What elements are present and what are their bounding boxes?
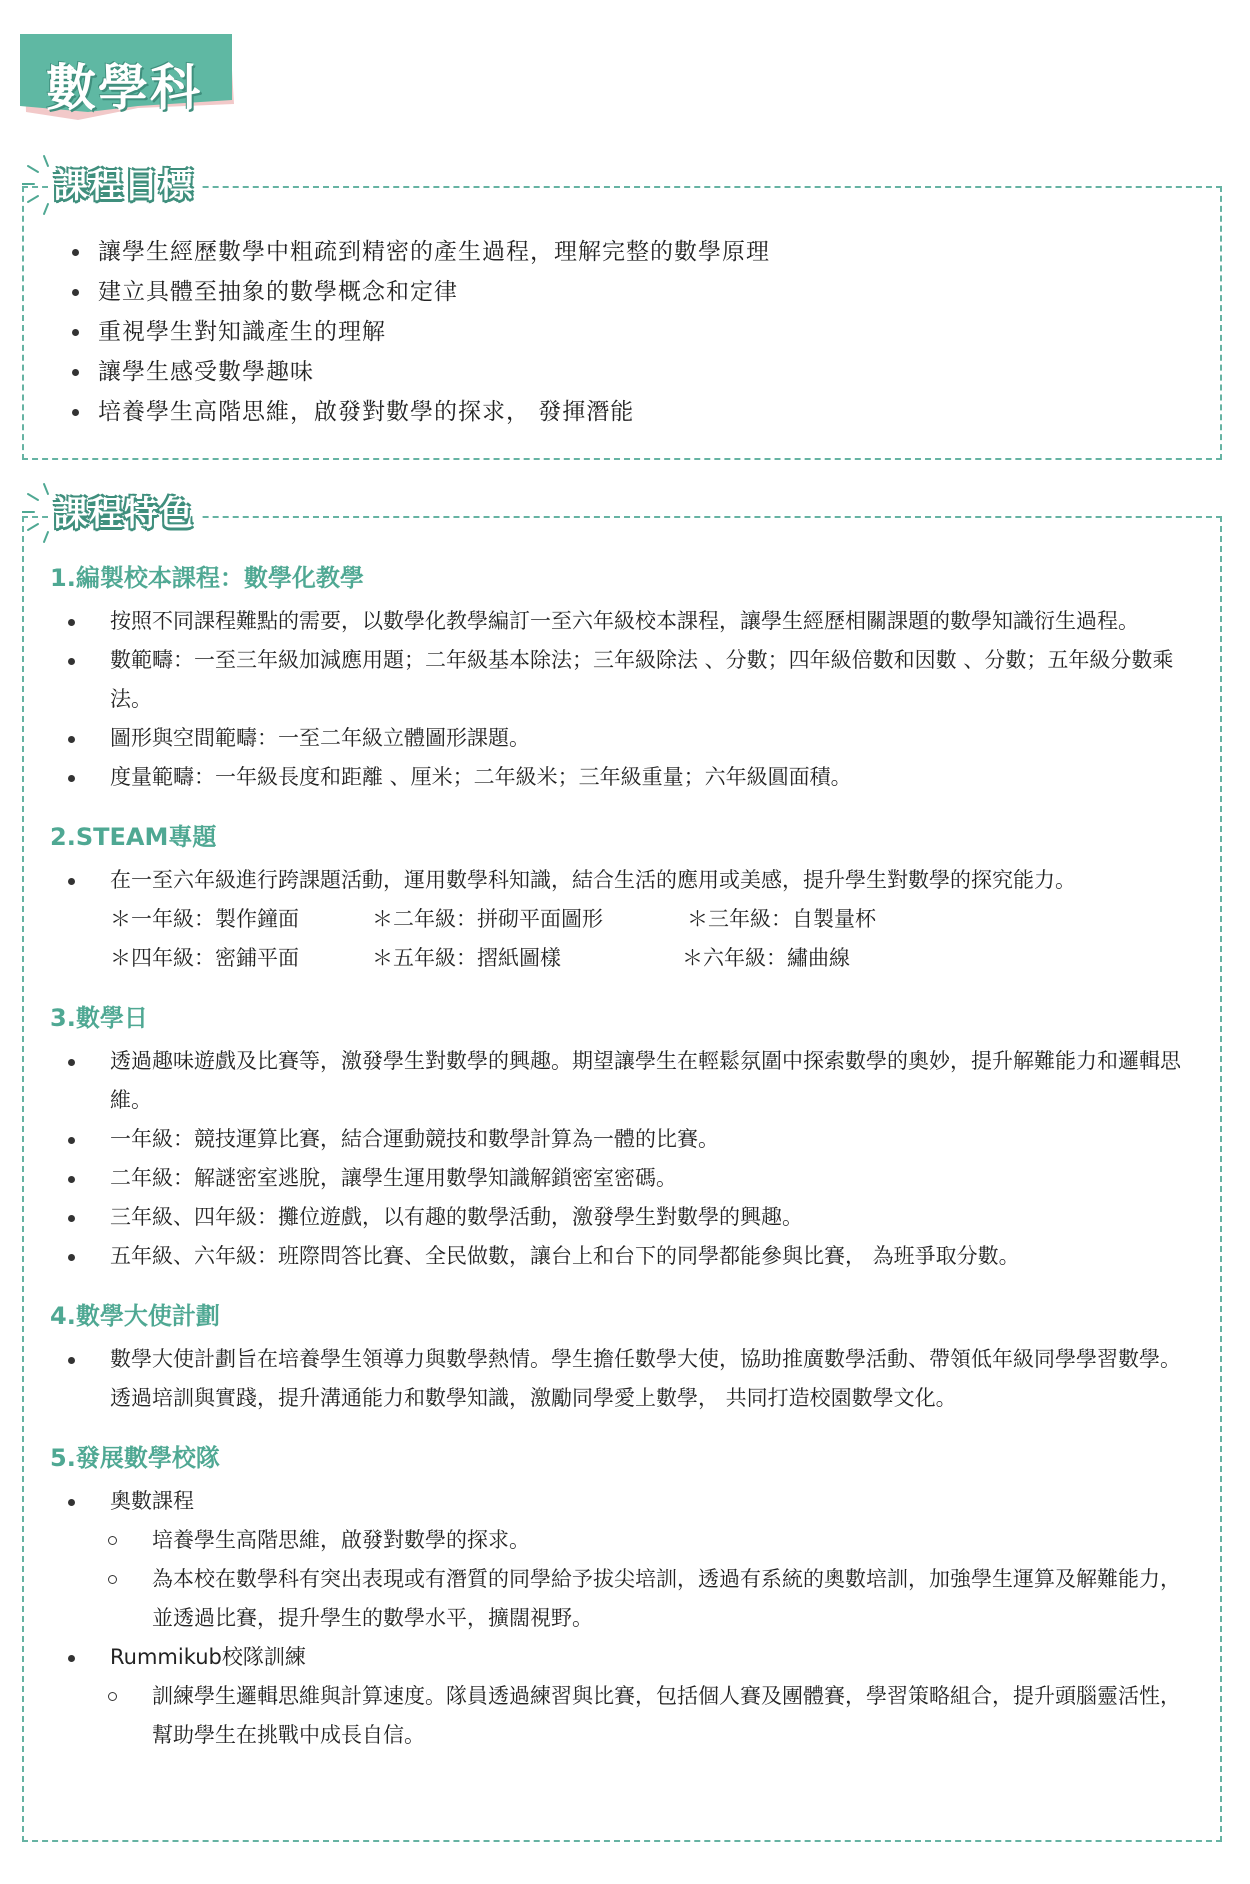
- list-item: 數學大使計劃旨在培養學生領導力與數學熱情。學生擔任數學大使，協助推廣數學活動、帶領低年級同學學習數學。透過培訓與實踐，提升溝通能力和數學知識，激勵同學愛上數學， 共同打造校園數學文化。: [68, 1340, 1190, 1418]
- list-item: 二年級：解謎密室逃脫，讓學生運用數學知識解鎖密室密碼。: [68, 1159, 1190, 1198]
- section-title: 1.編製校本課程：數學化教學: [50, 564, 364, 592]
- list-item: 讓學生感受數學趣味: [72, 352, 770, 392]
- sub-list-item: 為本校在數學科有突出表現或有潛質的同學給予拔尖培訓，透過有系統的奧數培訓，加強學生運算及解難能力，並透過比賽，提升學生的數學水平，擴闊視野。: [108, 1560, 1190, 1638]
- list-item: 奧數課程: [68, 1482, 1190, 1521]
- list-item: 圖形與空間範疇：一至二年級立體圖形課題。: [68, 719, 1190, 758]
- features-label-text: 課程特色: [54, 494, 194, 534]
- section-title: 5.發展數學校隊: [50, 1444, 220, 1472]
- features-content: [50, 560, 1190, 1777]
- section-math-team: [50, 1440, 1190, 1755]
- section-title: 4.數學大使計劃: [50, 1302, 220, 1330]
- section-steam: [50, 819, 1190, 978]
- list-item: 讓學生經歷數學中粗疏到精密的產生過程，理解完整的數學原理: [72, 232, 770, 272]
- steam-item: ＊一年級：製作鐘面: [110, 907, 299, 931]
- section-school-curriculum: [50, 560, 1190, 797]
- list-item: 透過趣味遊戲及比賽等，激發學生對數學的興趣。期望讓學生在輕鬆氛圍中探索數學的奧妙，提升解難能力和邏輯思維。: [68, 1042, 1190, 1120]
- list-item: 建立具體至抽象的數學概念和定律: [72, 272, 770, 312]
- list-item: Rummikub校隊訓練: [68, 1638, 1190, 1677]
- section-math-day: [50, 1000, 1190, 1276]
- steam-row: [110, 900, 1190, 939]
- list-item: 度量範疇：一年級長度和距離 、厘米；二年級米；三年級重量；六年級圓面積。: [68, 758, 1190, 797]
- steam-item: ＊六年級：繡曲線: [682, 946, 850, 970]
- page-title: 數學科: [46, 59, 202, 117]
- goals-label: [48, 162, 200, 210]
- list-item: 數範疇：一至三年級加減應用題；二年級基本除法；三年級除法 、分數；四年級倍數和因數 、分數；五年級分數乘法。: [68, 641, 1190, 719]
- spark-icon: [22, 152, 62, 218]
- steam-item: ＊五年級：摺紙圖樣: [372, 946, 561, 970]
- steam-item: ＊三年級：自製量杯: [687, 907, 876, 931]
- section-title: 3.數學日: [50, 1004, 148, 1032]
- list-item: 在一至六年級進行跨課題活動，運用數學科知識，結合生活的應用或美感，提升學生對數學的探究能力。: [68, 861, 1190, 900]
- features-label: [48, 490, 200, 538]
- sub-list-item: 培養學生高階思維，啟發對數學的探求。: [108, 1521, 1190, 1560]
- goals-list: [72, 232, 770, 432]
- steam-row: [110, 939, 1190, 978]
- list-item: 培養學生高階思維，啟發對數學的探求， 發揮潛能: [72, 392, 770, 432]
- list-item: 按照不同課程難點的需要，以數學化教學編訂一至六年級校本課程，讓學生經歷相關課題的數學知識衍生過程。: [68, 602, 1190, 641]
- list-item: 三年級、四年級：攤位遊戲，以有趣的數學活動，激發學生對數學的興趣。: [68, 1198, 1190, 1237]
- list-item: 五年級、六年級：班際問答比賽、全民做數，讓台上和台下的同學都能參與比賽， 為班爭取分數。: [68, 1237, 1190, 1276]
- steam-item: ＊二年級：拼砌平面圖形: [372, 907, 603, 931]
- steam-item: ＊四年級：密鋪平面: [110, 946, 299, 970]
- spark-icon: [22, 480, 62, 546]
- list-item: 重視學生對知識產生的理解: [72, 312, 770, 352]
- sub-list-item: 訓練學生邏輯思維與計算速度。隊員透過練習與比賽，包括個人賽及團體賽，學習策略組合，提升頭腦靈活性，幫助學生在挑戰中成長自信。: [108, 1677, 1190, 1755]
- list-item: 一年級：競技運算比賽，結合運動競技和數學計算為一體的比賽。: [68, 1120, 1190, 1159]
- section-ambassador: [50, 1298, 1190, 1418]
- goals-label-text: 課程目標: [54, 166, 194, 206]
- title-banner: [18, 34, 238, 126]
- section-title: 2.STEAM專題: [50, 823, 217, 851]
